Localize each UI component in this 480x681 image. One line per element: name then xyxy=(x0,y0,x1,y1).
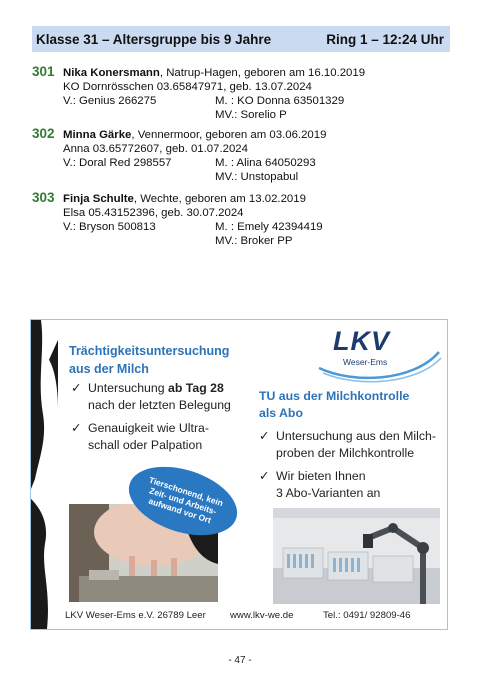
check-icon: ✓ xyxy=(71,421,82,435)
page-number: - 47 - xyxy=(228,655,252,666)
ring-time: Ring 1 – 12:24 Uhr xyxy=(326,31,444,47)
lkv-advertisement xyxy=(30,319,448,630)
footer-website-link[interactable]: www.lkv-we.de xyxy=(230,610,294,621)
exhibitor-name: Finja Schulte xyxy=(63,193,134,205)
dam-sire: MV.: Sorelio P xyxy=(215,109,287,121)
dam: M. : Alina 64050293 xyxy=(215,157,316,169)
bullet-text: Genauigkeit wie Ultra- xyxy=(88,421,209,435)
exhibitor-details: , Natrup-Hagen, geboren am 16.10.2019 xyxy=(159,67,366,79)
footer-organization: LKV Weser-Ems e.V. 26789 Leer xyxy=(65,610,206,621)
sire: V.: Bryson 500813 xyxy=(63,221,156,233)
class-title: Klasse 31 – Altersgruppe bis 9 Jahre xyxy=(36,31,272,47)
check-icon: ✓ xyxy=(259,469,270,483)
abo-title xyxy=(259,388,429,422)
logo-text: LKV xyxy=(333,326,390,356)
lab-robot-photo xyxy=(273,508,440,604)
ad-title-line2: aus der Milch xyxy=(69,362,149,376)
badge-text: Tierschonend, kein Zeit- und Arbeits-aufwand vor Ort xyxy=(147,474,225,526)
dam: M. : KO Donna 63501329 xyxy=(215,95,345,107)
bullet-emphasis: ab Tag 28 xyxy=(167,381,224,395)
entry-number: 303 xyxy=(32,190,55,205)
cow-hide-strip xyxy=(31,320,58,629)
bullet-text: Wir bieten Ihnen xyxy=(276,469,366,483)
entry-number: 302 xyxy=(32,126,55,141)
animal-line: KO Dornrösschen 03.65847971, geb. 13.07.2024 xyxy=(63,81,312,93)
exhibitor-details: , Vennermoor, geboren am 03.06.2019 xyxy=(131,129,327,141)
sire: V.: Genius 266275 xyxy=(63,95,157,107)
logo-subtitle: Weser-Ems xyxy=(343,357,388,367)
check-icon: ✓ xyxy=(259,429,270,443)
dam: M. : Emely 42394419 xyxy=(215,221,323,233)
exhibitor-name: Nika Konersmann xyxy=(63,67,160,79)
sire: V.: Doral Red 298557 xyxy=(63,157,172,169)
bullet-text: Untersuchung aus den Milch- xyxy=(276,429,436,443)
class-header xyxy=(32,26,450,52)
animal-line: Anna 03.65772607, geb. 01.07.2024 xyxy=(63,143,248,155)
animal-line: Elsa 05.43152396, geb. 30.07.2024 xyxy=(63,207,244,219)
abo-title-line2: als Abo xyxy=(259,406,303,420)
bullet-text-cont: proben der Milchkontrolle xyxy=(276,446,415,460)
check-icon: ✓ xyxy=(71,381,82,395)
footer-phone: Tel.: 0491/ 92809-46 xyxy=(323,610,411,621)
lkv-logo xyxy=(313,326,443,386)
dam-sire: MV.: Unstopabul xyxy=(215,171,299,183)
ad-title xyxy=(69,342,269,378)
bullet-text-cont: schall oder Palpation xyxy=(88,438,203,452)
abo-title-line1: TU aus der Milchkontrolle xyxy=(259,389,410,403)
exhibitor-name: Minna Gärke xyxy=(63,129,132,141)
bullet-text-cont: 3 Abo-Varianten an xyxy=(276,486,381,500)
ad-title-line1: Trächtigkeitsuntersuchung xyxy=(69,344,230,358)
entry-number: 301 xyxy=(32,64,55,79)
dam-sire: MV.: Broker PP xyxy=(215,235,293,247)
bullet-text: Untersuchung xyxy=(88,381,168,395)
exhibitor-details: , Wechte, geboren am 13.02.2019 xyxy=(133,193,306,205)
bullet-text-cont: nach der letzten Belegung xyxy=(88,398,231,412)
